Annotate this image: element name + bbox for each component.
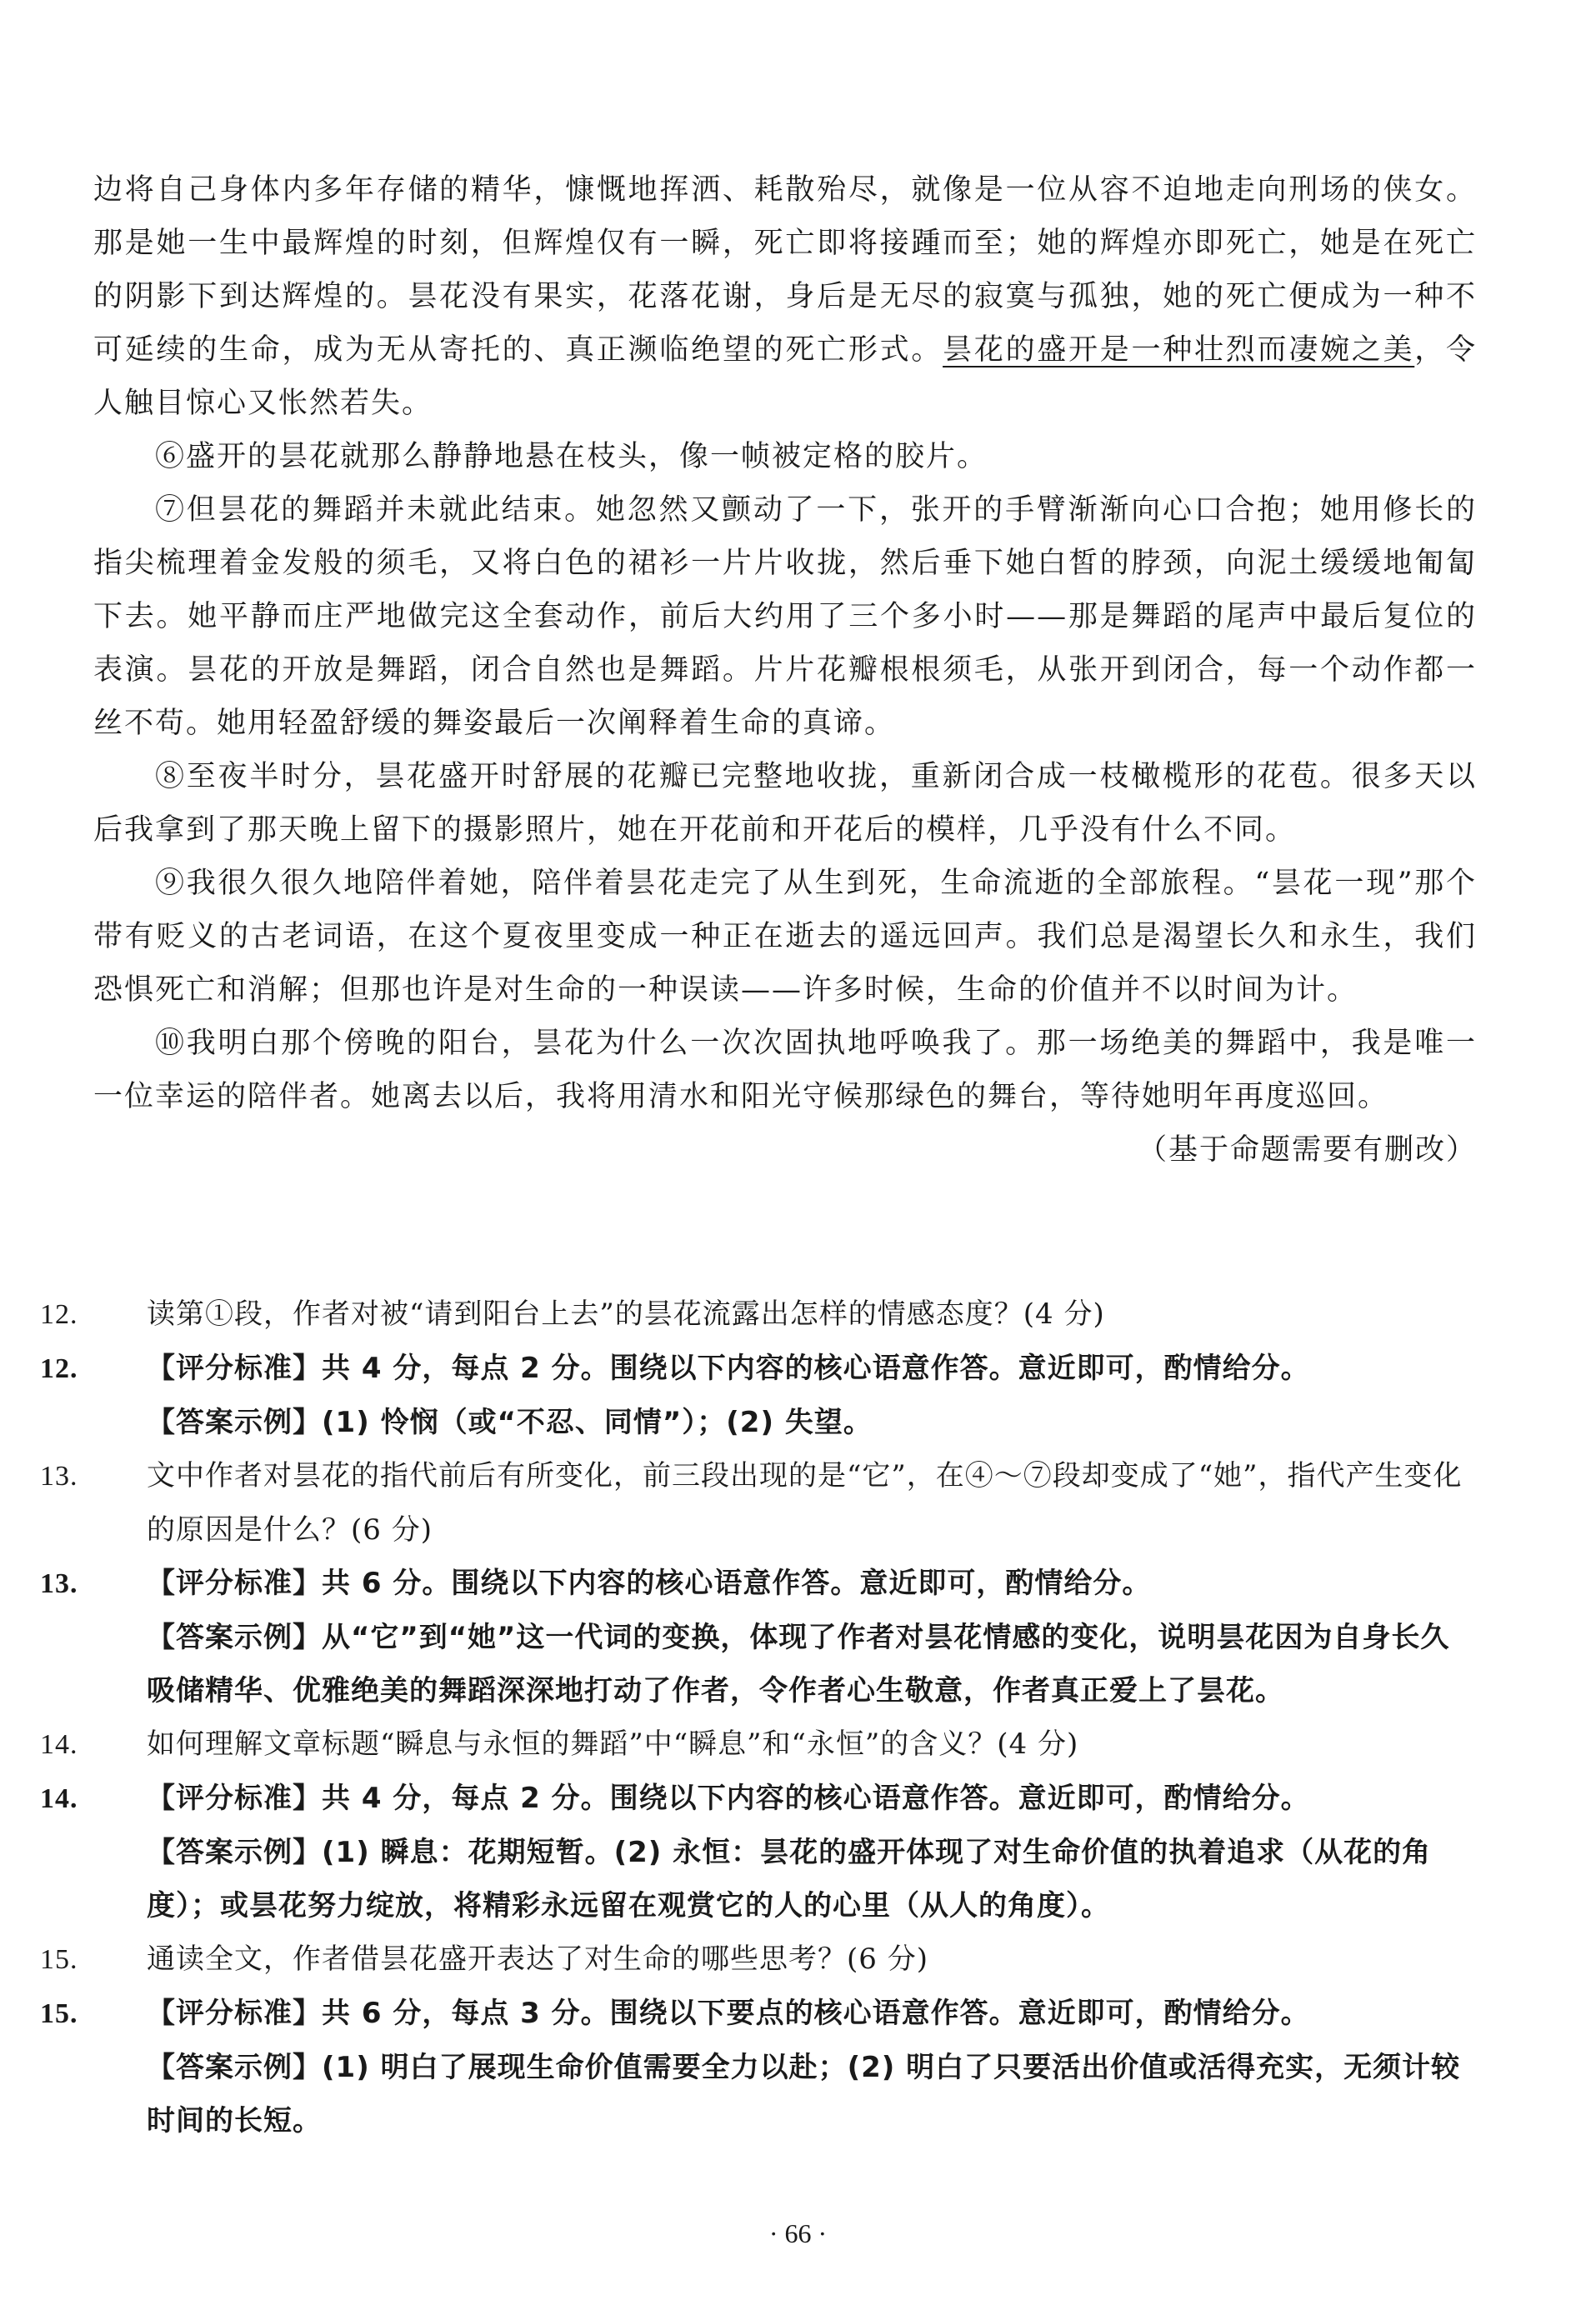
question-prompt: 文中作者对昙花的指代前后有所变化，前三段出现的是“它”，在④～⑦段却变成了“她”，指代产生变化的原因是什么？(6 分)	[147, 1459, 1463, 1547]
page-number: · 66 ·	[768, 2218, 828, 2248]
scoring-number: 13.	[40, 1568, 78, 1599]
question-text	[40, 1449, 1477, 1557]
question-text	[40, 1288, 1477, 1342]
scoring-number: 12.	[40, 1353, 78, 1384]
scoring-text: 【评分标准】共 4 分，每点 2 分。围绕以下内容的核心语意作答。意近即可，酌情给分。	[147, 1782, 1310, 1815]
question-number: 14.	[40, 1729, 78, 1760]
paragraph-7: ⑦但昙花的舞蹈并未就此结束。她忽然又颤动了一下，张开的手臂渐渐向心口合抱；她用修长的指尖梳理着金发般的须毛，又将白色的裙衫一片片收拢，然后垂下她白皙的脖颈，向泥土缓缓地匍匐下去。她平静而庄严地做完这全套动作，前后大约用了三个多小时——那是舞蹈的尾声中最后复位的表演。昙花的开放是舞蹈，闭合自然也是舞蹈。片片花瓣根根须毛，从张开到闭合，每一个动作都一丝不苟。她用轻盈舒缓的舞姿最后一次阐释着生命的真谛。	[93, 493, 1477, 740]
paragraph-5-continued	[93, 163, 1477, 430]
paragraph-10: ⑩我明白那个傍晚的阳台，昙花为什么一次次固执地呼唤我了。那一场绝美的舞蹈中，我是唯一一位幸运的陪伴者。她离去以后，我将用清水和阳光守候那绿色的舞台，等待她明年再度巡回。	[93, 1027, 1477, 1113]
question-text	[40, 1718, 1477, 1772]
question-number: 12.	[40, 1299, 78, 1330]
scoring-criteria	[40, 1342, 1477, 1396]
scoring-text: 【评分标准】共 6 分，每点 3 分。围绕以下要点的核心语意作答。意近即可，酌情给分。	[147, 1997, 1310, 2030]
scoring-number: 14.	[40, 1783, 78, 1814]
question-number: 13.	[40, 1461, 78, 1492]
scoring-criteria	[40, 1987, 1477, 2041]
answer-example: 【答案示例】(1) 瞬息：花期短暂。(2) 永恒：昙花的盛开体现了对生命价值的执着追求（从花的角度）；或昙花努力绽放，将精彩永远留在观赏它的人的心里（从人的角度）。	[147, 1836, 1432, 1922]
question-text	[40, 1932, 1477, 1987]
answer-example: 【答案示例】(1) 明白了展现生命价值需要全力以赴；(2) 明白了只要活出价值或活得充实，无须计较时间的长短。	[147, 2051, 1461, 2138]
scoring-text: 【评分标准】共 4 分，每点 2 分。围绕以下内容的核心语意作答。意近即可，酌情给分。	[147, 1352, 1310, 1385]
scoring-text: 【评分标准】共 6 分。围绕以下内容的核心语意作答。意近即可，酌情给分。	[147, 1567, 1152, 1600]
question-block-12	[40, 1288, 1477, 1449]
paragraph-6: ⑥盛开的昙花就那么静静地悬在枝头，像一帧被定格的胶片。	[155, 440, 988, 473]
answer-example: 【答案示例】从“它”到“她”这一代词的变换，体现了作者对昙花情感的变化，说明昙花因为自身长久吸储精华、优雅绝美的舞蹈深深地打动了作者，令作者心生敬意，作者真正爱上了昙花。	[147, 1621, 1450, 1708]
source-note: （基于命题需要有删改）	[1137, 1133, 1477, 1167]
question-prompt: 如何理解文章标题“瞬息与永恒的舞蹈”中“瞬息”和“永恒”的含义？(4 分)	[147, 1728, 1079, 1761]
question-block-14	[40, 1718, 1477, 1932]
scoring-criteria	[40, 1772, 1477, 1826]
reading-passage	[93, 163, 1477, 1177]
paragraph-9: ⑨我很久很久地陪伴着她，陪伴着昙花走完了从生到死，生命流逝的全部旅程。“昙花一现”那个带有贬义的古老词语，在这个夏夜里变成一种正在逝去的遥远回声。我们总是渴望长久和永生，我们恐惧死亡和消解；但那也许是对生命的一种误读——许多时候，生命的价值并不以时间为计。	[93, 867, 1477, 1007]
question-block-15	[40, 1932, 1477, 2148]
scoring-criteria	[40, 1557, 1477, 1611]
paragraph-8: ⑧至夜半时分，昙花盛开时舒展的花瓣已完整地收拢，重新闭合成一枝橄榄形的花苞。很多天以后我拿到了那天晚上留下的摄影照片，她在开花前和开花后的模样，几乎没有什么不同。	[93, 760, 1477, 847]
questions-section	[40, 1288, 1477, 2148]
paragraph-5-text: 边将自己身体内多年存储的精华，慷慨地挥洒、耗散殆尽，就像是一位从容不迫地走向刑场的侠女。那是她一生中最辉煌的时刻，但辉煌仅有一瞬，死亡即将接踵而至；她的辉煌亦即死亡，她是在死亡的阴影下到达辉煌的。昙花没有果实，花落花谢，身后是无尽的寂寞与孤独，她的死亡便成为一种不可延续的生命，成为无从寄托的、真正濒临绝望的死亡形式。	[93, 173, 1477, 367]
question-block-13	[40, 1449, 1477, 1718]
answer-example: 【答案示例】(1) 怜悯（或“不忍、同情”）；(2) 失望。	[147, 1406, 873, 1439]
scoring-number: 15.	[40, 1998, 78, 2029]
underlined-sentence: 昙花的盛开是一种壮烈而凄婉之美	[943, 333, 1415, 367]
question-number: 15.	[40, 1944, 78, 1975]
paragraph-5-ending: ，令人触目惊心又怅然若失。	[93, 333, 1477, 420]
question-prompt: 通读全文，作者借昙花盛开表达了对生命的哪些思考？(6 分)	[147, 1942, 928, 1976]
question-prompt: 读第①段，作者对被“请到阳台上去”的昙花流露出怎样的情感态度？(4 分)	[147, 1298, 1105, 1331]
